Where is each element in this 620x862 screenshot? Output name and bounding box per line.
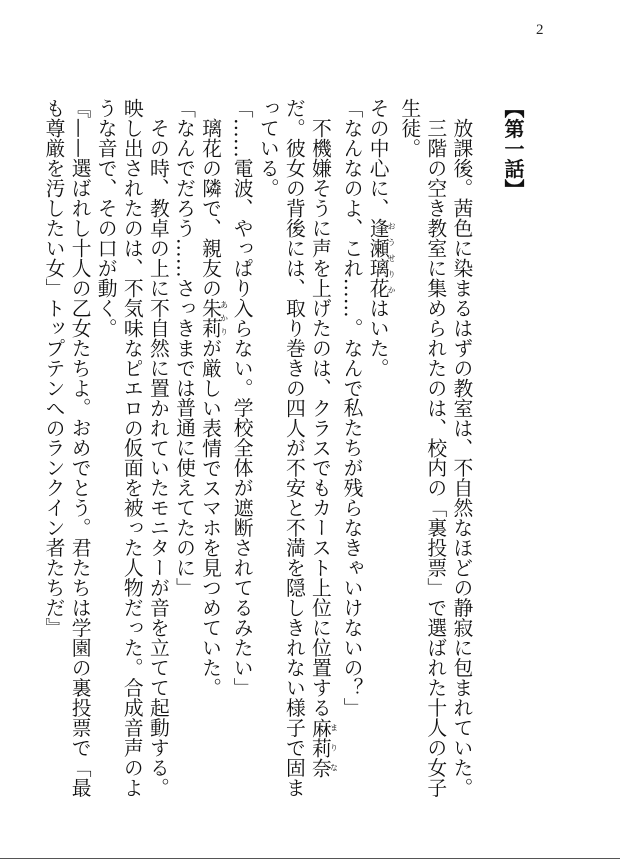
text-segment: 三階の空き教室に集められたのは、校内の「裏投票」で選ばれた十人の女子生徒。 bbox=[397, 98, 447, 798]
ruby-base: 朱莉 bbox=[198, 297, 222, 338]
text-segment: 「なんなのよ、これ……。なんで私たちが残らなきゃいけないの？」 bbox=[340, 98, 364, 718]
ruby-word bbox=[308, 717, 339, 778]
furigana: おうせりか bbox=[387, 217, 397, 298]
ruby-base: 麻莉奈 bbox=[308, 717, 332, 778]
text-segment: はいた。 bbox=[366, 297, 390, 378]
paragraph bbox=[364, 98, 396, 798]
ruby-word bbox=[366, 217, 397, 298]
paragraph bbox=[338, 98, 364, 798]
paragraph bbox=[196, 98, 228, 798]
paragraph bbox=[448, 98, 474, 798]
furigana: まりな bbox=[329, 717, 339, 778]
text-segment: 放課後。茜色に染まるはずの教室は、不自然なほどの静寂に包まれていた。 bbox=[449, 118, 473, 798]
paragraph bbox=[170, 98, 196, 798]
text-segment: その時、教卓の上に不自然に置かれていたモニターが音を立てて起動する。映し出されたのは、不気味なピエロの仮面を被った人物だった。合成音声のような音で、その口が動く。 bbox=[94, 98, 170, 798]
paragraph bbox=[40, 98, 92, 798]
bottom-divider bbox=[0, 858, 620, 859]
text-segment: だ。彼女の背後には、取り巻きの四人が不安と不満を隠しきれない様子で固まっている。 bbox=[256, 98, 306, 798]
text-segment: 「……電波、やっぱり入らない。学校全体が遮断されてるみたい」 bbox=[230, 98, 254, 698]
vertical-text-body bbox=[42, 98, 526, 798]
text-segment: 不機嫌そうに声を上げたのは、クラスでもカースト上位に位置する bbox=[308, 118, 332, 718]
paragraph bbox=[92, 98, 170, 798]
text-segment: 『——選ばれし十人の乙女たちよ。おめでとう。君たちは学園の裏投票で「最も尊厳を汚したい女」トップテンへのランクイン者たちだ』 bbox=[42, 98, 92, 798]
text-segment: 「なんでだろう……さっきまでは普通に使えてたのに」 bbox=[172, 98, 196, 598]
paragraph-list bbox=[40, 98, 474, 798]
furigana: あかり bbox=[219, 297, 229, 338]
paragraph bbox=[228, 98, 254, 798]
ruby-base: 逢瀬璃花 bbox=[366, 217, 390, 298]
paragraph bbox=[396, 98, 448, 798]
text-segment: その中心に、 bbox=[366, 98, 390, 218]
chapter-heading: 【第一話】 bbox=[501, 98, 525, 199]
ruby-word bbox=[198, 297, 229, 338]
page-number: 2 bbox=[536, 22, 544, 38]
text-segment: が厳しい表情でスマホを見つめていた。 bbox=[198, 337, 222, 698]
paragraph bbox=[254, 98, 338, 798]
text-segment: 璃花の隣で、親友の bbox=[198, 118, 222, 298]
